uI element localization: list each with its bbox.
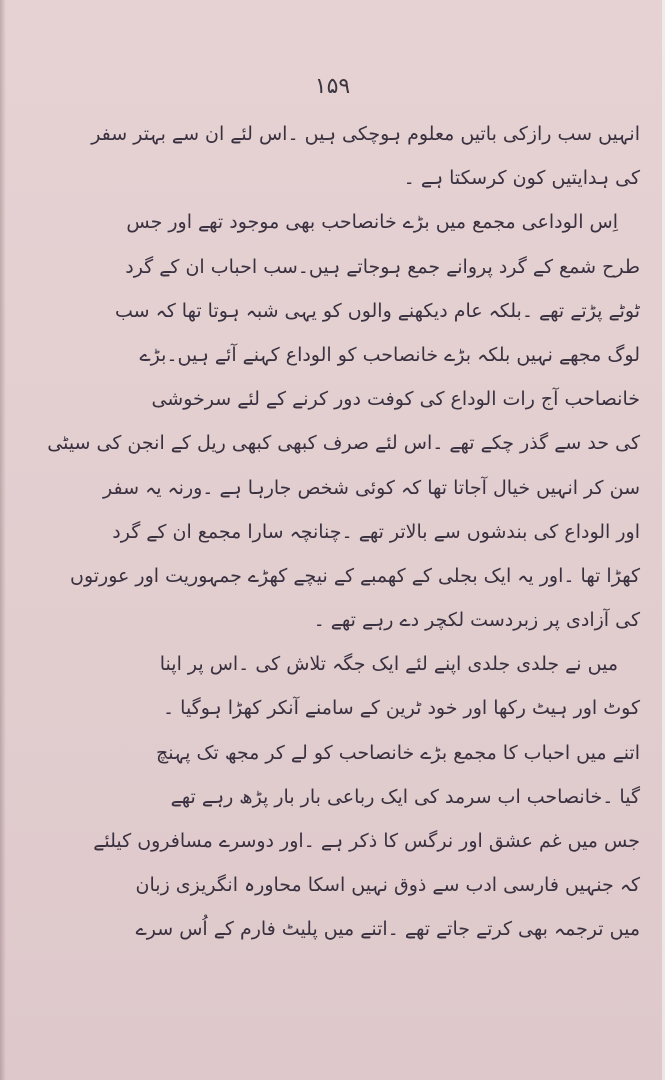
text-line: اور الوداع کی بندشوں سے بالاتر تھے ۔چنانچہ سارا مجمع ان کے گرد [112, 520, 640, 543]
text-line: ٹوٹے پڑتے تھے ۔بلکہ عام دیکھنے والوں کو یہی شبہ ہوتا تھا کہ سب [114, 299, 640, 322]
text-line: جس میں غم عشق اور نرگس کا ذکر ہے ۔اور دوسرے مسافروں کیلئے [93, 830, 640, 852]
text-line: اِس الوداعی مجمع میں بڑے خانصاحب بھی موجود تھے اور جس [126, 211, 618, 234]
text-line: سن کر انہیں خیال آجاتا تھا کہ کوئی شخص جارہا ہے ۔ورنہ یہ سفر [103, 476, 640, 499]
text-line: انہیں سب رازکی باتیں معلوم ہوچکی ہیں ۔اس لئے ان سے بہتر سفر [91, 123, 640, 145]
text-line: میں ترجمہ بھی کرتے جاتے تھے ۔اتنے میں پلیٹ فارم کے اُس سرے [135, 918, 640, 941]
text-line: کوٹ اور ہیٹ رکھا اور خود ٹرین کے سامنے آنکر کھڑا ہوگیا ۔ [162, 697, 640, 720]
text-line: کی حد سے گذر چکے تھے ۔اس لئے صرف کبھی کبھی ریل کے انجن کی سیٹی [47, 432, 640, 455]
urdu-body-text [12, 112, 652, 952]
text-line: گیا ۔خانصاحب اب سرمد کی ایک رباعی بار بار پڑھ رہے تھے [170, 785, 640, 808]
text-line: لوگ مجھے نہیں بلکہ بڑے خانصاحب کو الوداع کہنے آئے ہیں۔بڑے [139, 343, 640, 366]
text-line: خانصاحب آج رات الوداع کی کوفت دور کرنے کے لئے سرخوشی [151, 388, 640, 411]
text-line: کھڑا تھا ۔اور یہ ایک بجلی کے کھمبے کے نیچے کھڑے جمہوریت اور عورتوں [69, 564, 640, 587]
text-line: کہ جنہیں فارسی ادب سے ذوق نہیں اسکا محاورہ انگریزی زبان [135, 874, 640, 897]
text-line: اتنے میں احباب کا مجمع بڑے خانصاحب کو لے کر مجھ تک پہنچ [156, 741, 640, 764]
page-number: ۱۵۹ [314, 74, 351, 99]
text-line: کی آزادی پر زبردست لکچر دے رہے تھے ۔ [313, 609, 640, 632]
text-line: طرح شمع کے گرد پروانے جمع ہوجاتے ہیں۔سب احباب ان کے گرد [125, 255, 640, 278]
text-line: میں نے جلدی جلدی اپنے لئے ایک جگہ تلاش کی ۔اس پر اپنا [159, 653, 618, 676]
text-line: کی ہدایتیں کون کرسکتا ہے ۔ [403, 167, 640, 190]
page-binding-shadow [0, 0, 6, 1080]
